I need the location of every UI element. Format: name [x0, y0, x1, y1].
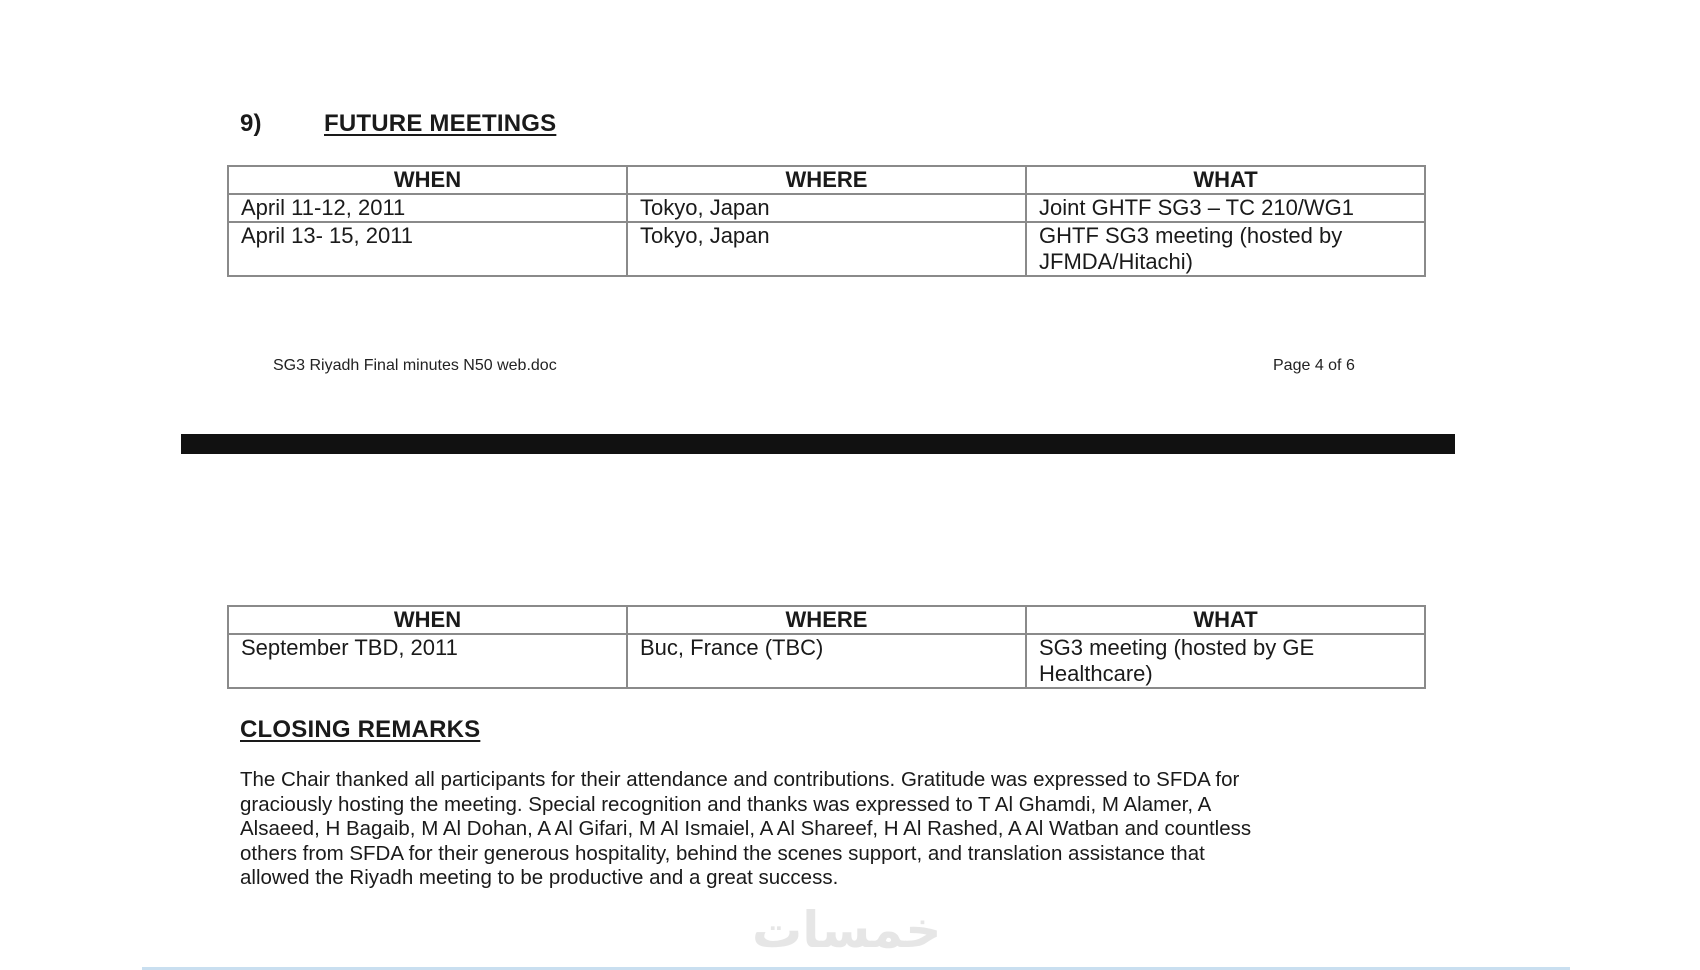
future-meetings-table-2	[227, 605, 1426, 689]
footer-page-number: Page 4 of 6	[1273, 357, 1355, 374]
col-header-what: WHAT	[1026, 166, 1425, 194]
table-row	[228, 222, 1425, 276]
cell-where: Tokyo, Japan	[627, 222, 1026, 276]
col-header-what: WHAT	[1026, 606, 1425, 634]
page-break-divider	[181, 434, 1455, 454]
future-meetings-heading	[240, 110, 556, 138]
paragraph-line: Alsaeed, H Bagaib, M Al Dohan, A Al Gifari, M Al Ismaiel, A Al Shareef, H Al Rashed, A Al Watban and countless	[240, 817, 1252, 840]
cell-what: GHTF SG3 meeting (hosted by JFMDA/Hitachi)	[1026, 222, 1425, 276]
paragraph-line: others from SFDA for their generous hospitality, behind the scenes support, and translation assistance that	[240, 841, 1205, 865]
col-header-when: WHEN	[228, 166, 627, 194]
section-number: 9)	[240, 110, 262, 137]
future-meetings-table-1	[227, 165, 1426, 277]
section-title: FUTURE MEETINGS	[324, 110, 557, 137]
table-row	[228, 194, 1425, 222]
cell-what: SG3 meeting (hosted by GE Healthcare)	[1026, 634, 1425, 688]
table-header-row	[228, 166, 1425, 194]
cell-when: April 13- 15, 2011	[228, 222, 627, 276]
paragraph-line: allowed the Riyadh meeting to be productive and a great success.	[240, 866, 839, 889]
table-row	[228, 634, 1425, 688]
cell-what: Joint GHTF SG3 – TC 210/WG1	[1026, 194, 1425, 222]
watermark-logo: خمسات	[752, 901, 942, 959]
footer-filename: SG3 Riyadh Final minutes N50 web.doc	[273, 357, 557, 374]
paragraph-line: The Chair thanked all participants for their attendance and contributions. Gratitude was expressed to SFDA for	[240, 768, 1240, 791]
closing-remarks-paragraph	[240, 768, 1440, 891]
col-header-where: WHERE	[627, 606, 1026, 634]
cell-where: Buc, France (TBC)	[627, 634, 1026, 688]
paragraph-line: graciously hosting the meeting. Special recognition and thanks was expressed to T Al Ghamdi, M Alamer, A	[240, 792, 1212, 816]
cell-when: September TBD, 2011	[228, 634, 627, 688]
table-header-row	[228, 606, 1425, 634]
col-header-when: WHEN	[228, 606, 627, 634]
col-header-where: WHERE	[627, 166, 1026, 194]
closing-remarks-heading: CLOSING REMARKS	[240, 716, 481, 743]
cell-when: April 11-12, 2011	[228, 194, 627, 222]
cell-where: Tokyo, Japan	[627, 194, 1026, 222]
